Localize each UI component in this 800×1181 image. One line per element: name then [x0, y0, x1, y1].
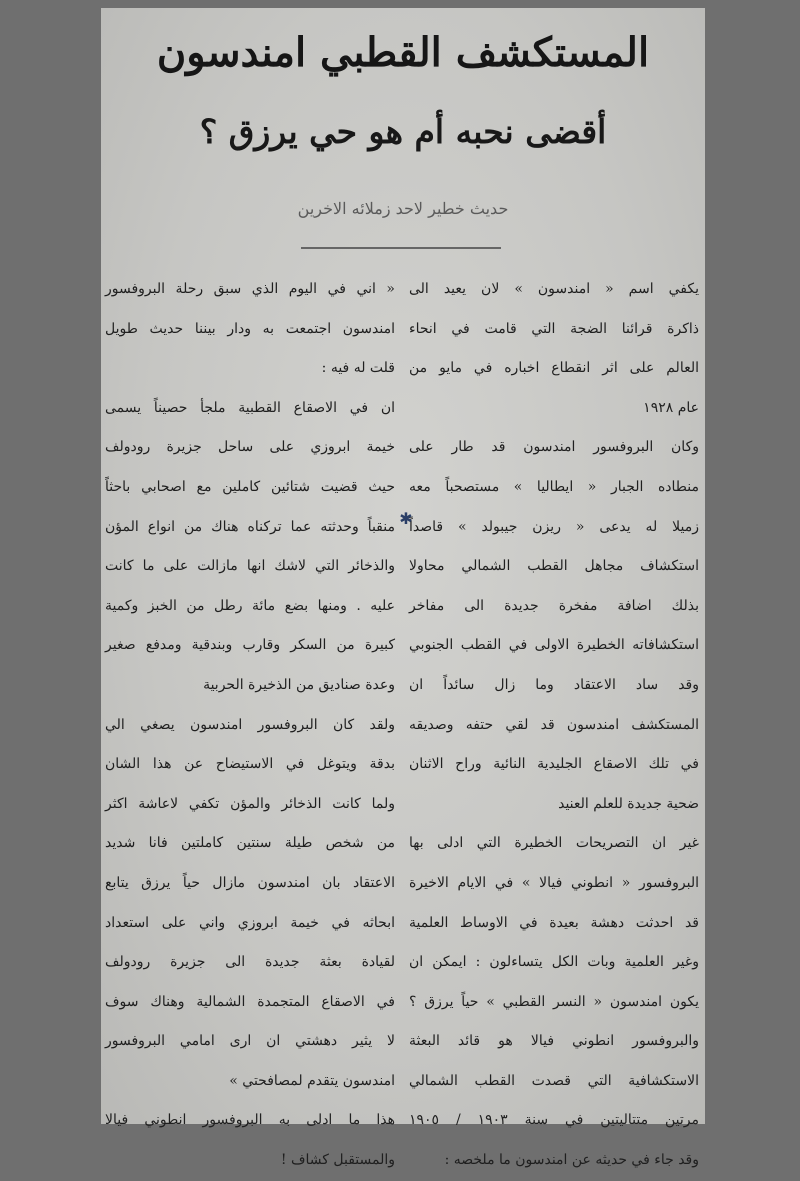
text-line: هذا ما ادلى به البروفسور انطوني فيالا	[105, 1112, 395, 1129]
newspaper-page	[101, 8, 705, 1169]
text-line: وغير العلمية وبات الكل يتساءلون : ايمكن ان	[409, 954, 699, 971]
text-line: ولقد كان البروفسور امندسون يصغي الي	[105, 716, 395, 733]
text-line: والذخائر التي لاشك انها مازالت على ما كانت	[105, 558, 395, 575]
byline: حديث خطير لاحد زملائه الاخرين	[297, 199, 509, 218]
text-line: والمستقبل كشاف !	[280, 1152, 395, 1169]
text-line: غير ان التصريحات الخطيرة التي ادلى بها	[409, 835, 699, 852]
text-line: ولما كانت الذخائر والمؤن تكفي لاعاشة اكثر	[105, 795, 395, 812]
text-line: وعدة صناديق من الذخيرة الحربية	[203, 676, 395, 693]
text-line: امندسون يتقدم لمصافحتي »	[229, 1072, 395, 1089]
text-line: لقيادة بعثة جديدة الى جزيرة رودولف	[105, 954, 395, 971]
text-line: ذاكرة قرائنا الضجة التي قامت في انحاء	[409, 320, 699, 337]
text-line: كبيرة من السكر وقارب وبندقية ومدفع صغير	[105, 637, 395, 654]
text-line: استكشافاته الخطيرة الاولى في القطب الجنوبي	[409, 637, 699, 654]
ink-blot-icon: ✱	[399, 509, 413, 528]
text-line: قد احدثت دهشة بعيدة في الاوساط العلمية	[409, 914, 699, 931]
text-line: يكفي اسم « امندسون » لان يعيد الى	[409, 281, 699, 297]
text-line: مرتين متتاليتين في سنة ١٩٠٣ / ١٩٠٥	[409, 1112, 699, 1129]
text-line: في تلك الاصقاع الجليدية النائية وراح الاثنان	[409, 756, 699, 773]
text-line: حيث قضيت شتائين كاملين مع اصحابي باحثاً	[105, 478, 395, 495]
text-line: يكون امندسون « النسر القطبي » حياً يرزق ؟	[409, 993, 699, 1010]
text-line: وقد ساد الاعتقاد وما زال سائداً ان	[409, 676, 699, 693]
text-line: بذلك اضافة مفخرة جديدة الى مفاخر	[409, 597, 699, 614]
text-line: بدقة ويتوغل في الاستيضاح عن هذا الشان	[105, 756, 395, 773]
headline: المستكشف القطبي امندسون	[156, 29, 650, 76]
text-line: العالم على اثر انقطاع اخباره في مايو من	[409, 360, 699, 377]
divider-rule	[301, 247, 501, 249]
text-line: ابحاثه في خيمة ابروزي واني على استعداد	[105, 914, 395, 931]
text-line: ضحية جديدة للعلم العنيد	[558, 795, 699, 812]
article-column-right	[409, 270, 699, 1181]
text-line: « اني في اليوم الذي سبق رحلة البروفسور	[105, 281, 395, 297]
text-line: في الاصقاع المتجمدة الشمالية وهناك سوف	[105, 993, 395, 1010]
text-line: استكشاف مجاهل القطب الشمالي محاولا	[409, 558, 699, 575]
text-line: امندسون اجتمعت به ودار بيننا حديث طويل	[105, 320, 395, 337]
text-line: لا يثير دهشتي ان ارى امامي البروفسور	[105, 1033, 395, 1050]
text-line: قلت له فيه :	[321, 360, 395, 377]
text-line: البروفسور « انطوني فيالا » في الايام الاخيرة	[409, 874, 699, 891]
text-line: عليه . ومنها بضع مائة رطل من الخبز وكمية	[105, 597, 395, 614]
text-line: من شخص طيلة سنتين كاملتين فانا شديد	[105, 835, 395, 852]
text-line: منطاده الجبار « ايطاليا » مستصحباً معه	[409, 478, 699, 495]
text-line: الاعتقاد بان امندسون مازال حياً يرزق يتابع	[105, 874, 395, 891]
text-line: خيمة ابروزي على ساحل جزيرة رودولف	[105, 439, 395, 456]
text-line: المستكشف امندسون قد لقي حتفه وصديقه	[409, 716, 699, 733]
text-line: الاستكشافية التي قصدت القطب الشمالي	[409, 1072, 699, 1089]
text-line: زميلا له يدعى « ريزن جيبولد » قاصداً	[409, 518, 699, 535]
text-line: وكان البروفسور امندسون قد طار على	[409, 439, 699, 456]
subheadline: أقضى نحبه أم هو حي يرزق ؟	[199, 112, 607, 151]
article-column-left	[105, 270, 395, 1181]
text-line: وقد جاء في حديثه عن امندسون ما ملخصه :	[444, 1152, 699, 1169]
text-line: والبروفسور انطوني فيالا هو قائد البعثة	[409, 1033, 699, 1050]
text-line: منقباً وحدثته عما تركناه هناك من انواع المؤن	[105, 518, 395, 535]
text-line: ان في الاصقاع القطبية ملجأ حصيناً يسمى	[105, 399, 395, 416]
text-line: عام ١٩٢٨	[643, 399, 699, 416]
